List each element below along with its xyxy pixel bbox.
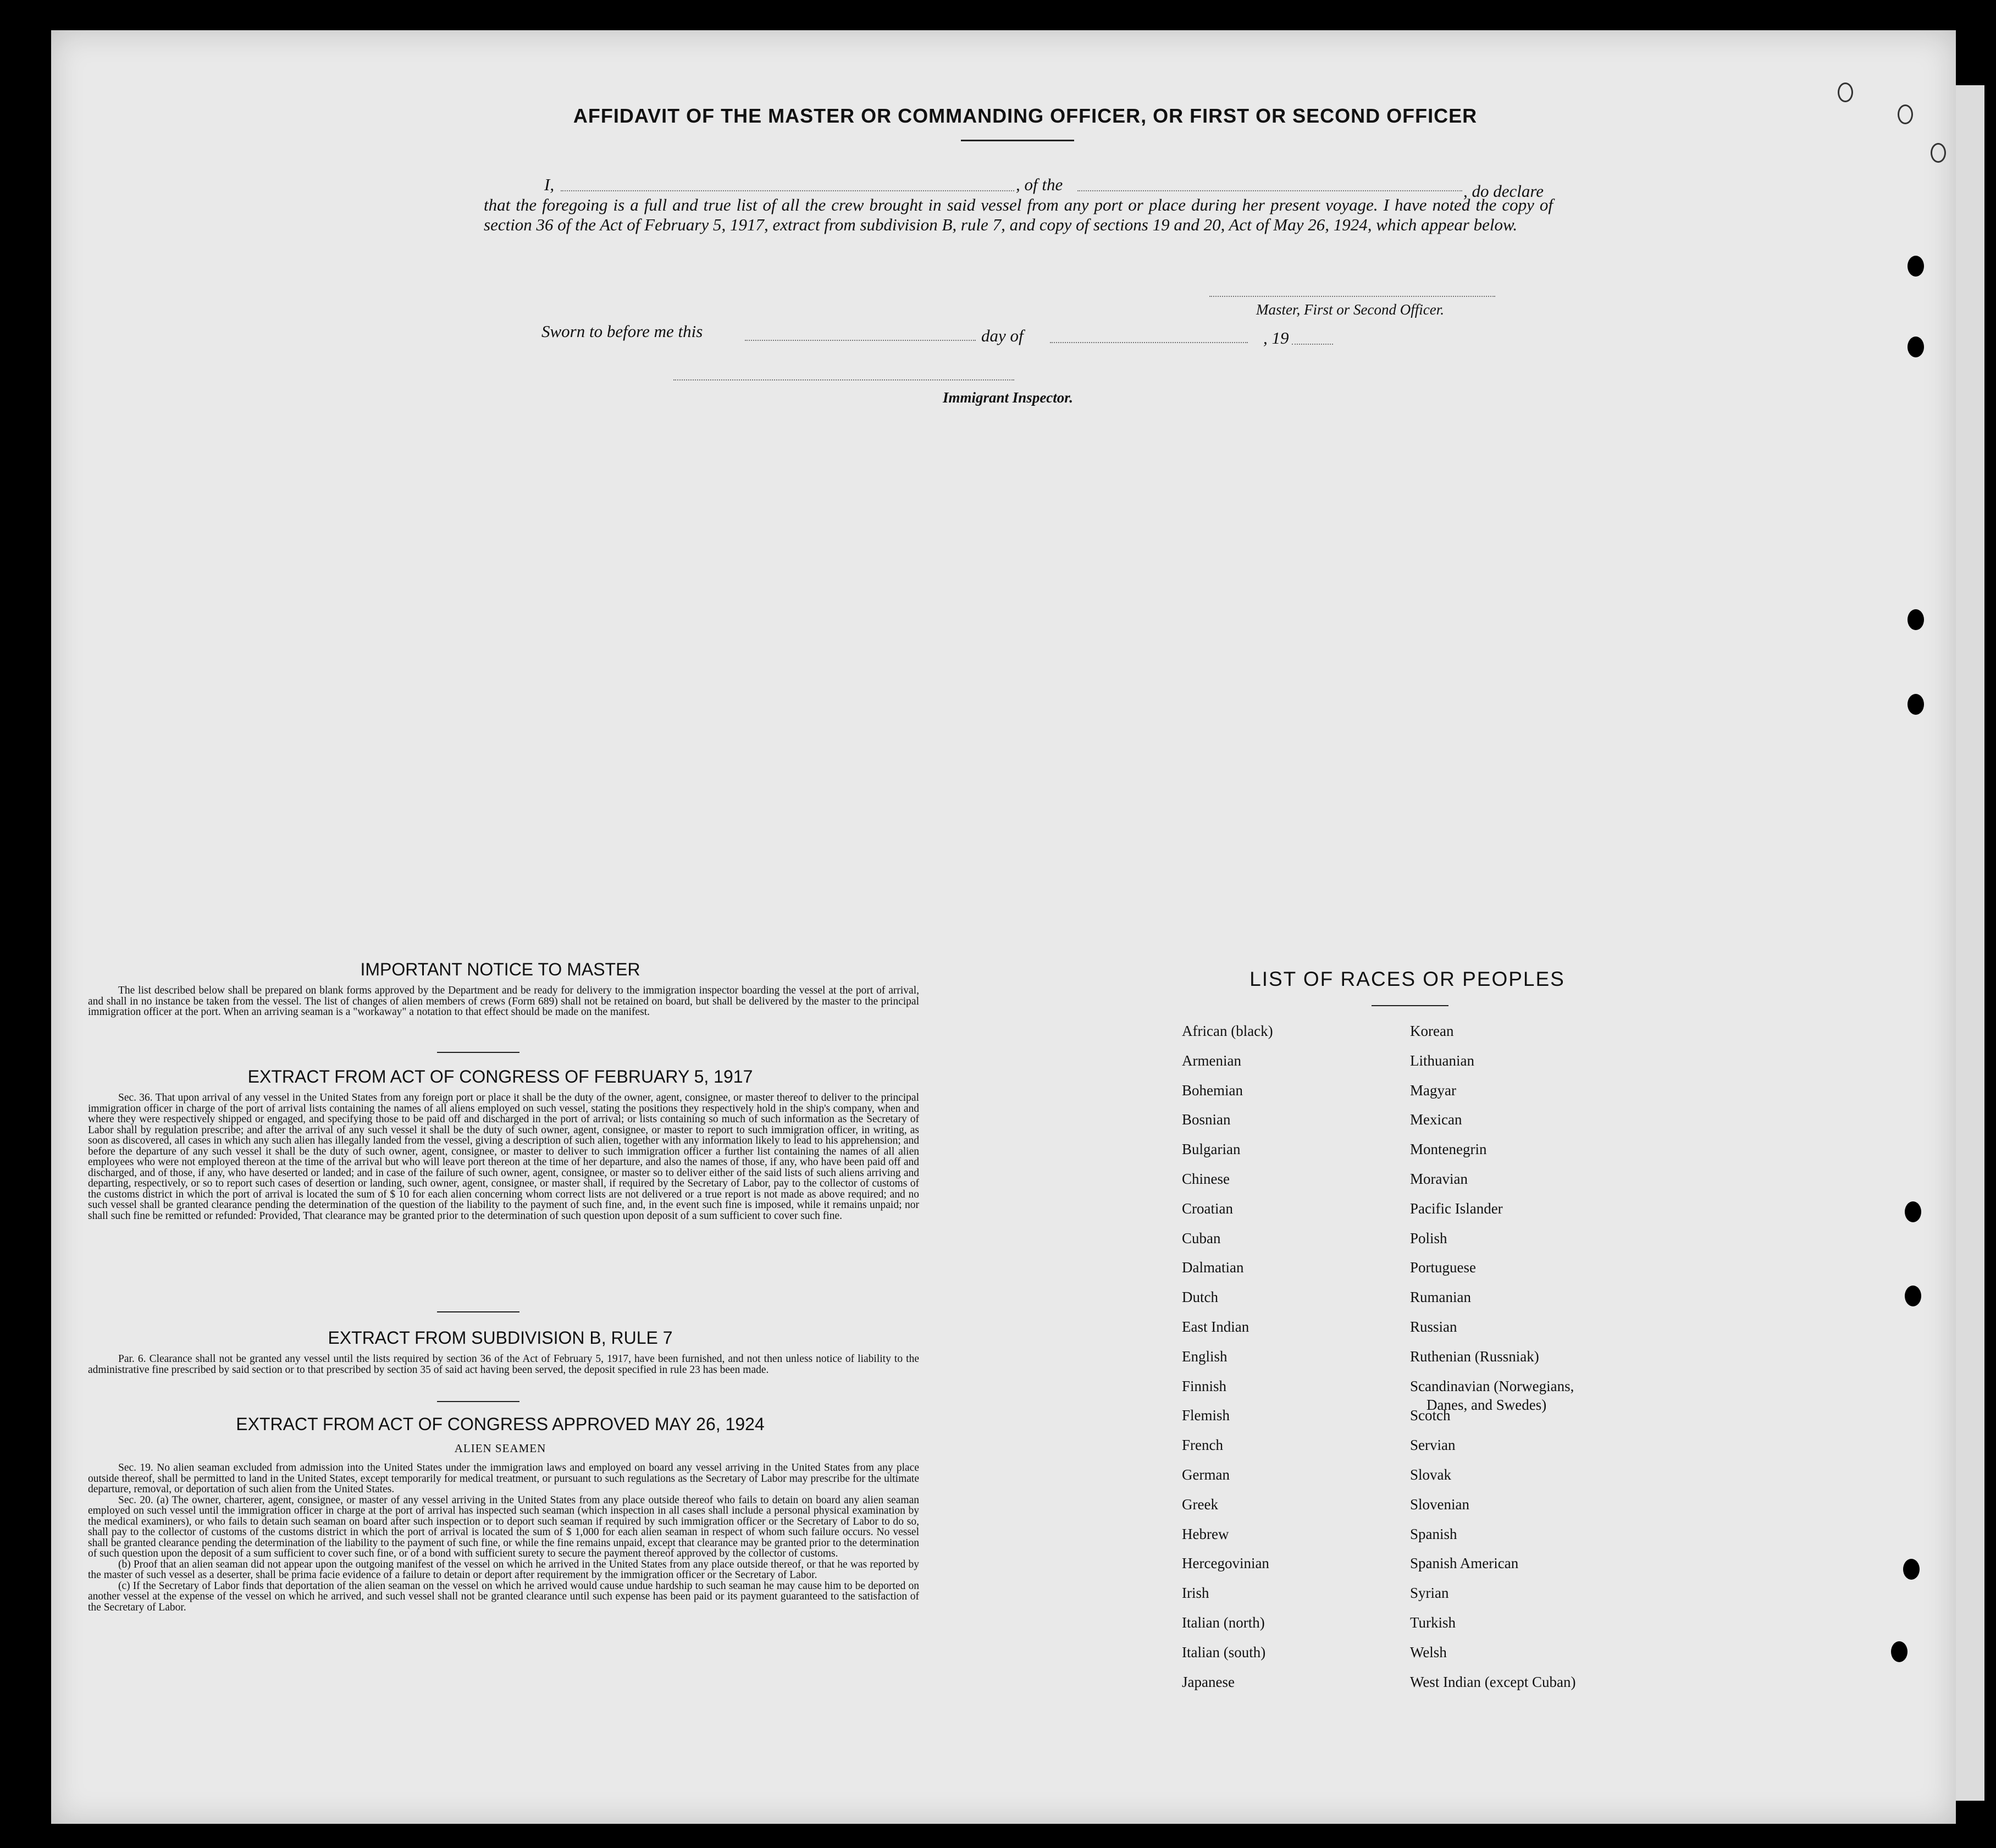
race-item: East Indian xyxy=(1182,1319,1249,1335)
race-item: West Indian (except Cuban) xyxy=(1410,1673,1576,1690)
day-of-label: day of xyxy=(981,326,1024,345)
race-item: Slovenian xyxy=(1410,1496,1469,1513)
title-divider xyxy=(961,140,1074,141)
race-item: Armenian xyxy=(1182,1052,1241,1069)
punch-hole xyxy=(1903,1559,1920,1580)
year-blank xyxy=(1292,344,1333,345)
act-1917-text: Sec. 36. That upon arrival of any vessel in the United States from any foreign port or place it shall be the duty of the owner, agent, consignee, or master thereof to deliver to the principal immigration officer in charge of the port of arrival lists containing the names of all aliens employed on such vessel, stating the positions they respectively hold in the ship's company, when and where they were respectively shipped or engaged, and specifying those to be paid off and discharged in the port of arrival; or lists containing so much of such information as the Secretary of Labor shall by regulation prescribe; and after the arrival of any such vessel it shall be the duty of such owner, agent, consignee, or master to report to such immigration officer, in writing, as soon as discovered, all cases in which any such alien has illegally landed from the vessel, giving a description of such alien, together with any information likely to lead to his apprehension; and before the departure of any such vessel it shall be the duty of such owner, agent, consignee, or master to deliver to such immigration officer a further list containing the names of all alien employees who were not employed thereon at the time of the arrival but who will leave port thereon at the time of her departure, and also the names of those, if any, who have been paid off and discharged, and of those, if any, who have deserted or landed; and in case of the failure of such owner, agent, consignee, or master so to deliver either of the said lists of such aliens arriving and departing, respectively, or so to report such cases of desertion or landing, such owner, agent, consignee, or master shall, if required by the Secretary of Labor, pay to the collector of customs of the customs district in which the port of arrival is located the sum of $ 10 for each alien concerning whom correct lists are not delivered or a true report is not made as above required; and no such vessel shall be granted clearance pending the determination of the question of the liability to the payment of such fine, and, in the event such fine is imposed, while it remains unpaid; nor shall such fine be remitted or refunded: Provided, That clearance may be granted prior to the determination of such question upon deposit of a sum sufficient to cover such fine. xyxy=(88,1092,919,1222)
month-blank xyxy=(1050,342,1248,343)
race-item: Polish xyxy=(1410,1229,1447,1246)
punch-hole xyxy=(1907,694,1924,715)
race-item: Lithuanian xyxy=(1410,1052,1474,1069)
race-item: Dutch xyxy=(1182,1289,1218,1306)
race-item: Portuguese xyxy=(1410,1259,1476,1276)
race-item: Japanese xyxy=(1182,1673,1235,1690)
master-signature-line xyxy=(1209,296,1495,297)
race-item: Turkish xyxy=(1410,1614,1456,1631)
punch-hole xyxy=(1907,256,1924,277)
race-item: Korean xyxy=(1410,1023,1454,1039)
race-item: Spanish xyxy=(1410,1525,1457,1542)
race-item: Greek xyxy=(1182,1496,1218,1513)
race-item: Spanish American xyxy=(1410,1555,1519,1572)
master-label: Master, First or Second Officer. xyxy=(1256,301,1444,318)
divider xyxy=(1372,1005,1448,1006)
page-edge xyxy=(1956,85,1984,1801)
act-1924-title: EXTRACT FROM ACT OF CONGRESS APPROVED MAY 26, 1924 xyxy=(236,1414,765,1434)
races-title: LIST OF RACES OR PEOPLES xyxy=(1249,968,1565,990)
punch-hole xyxy=(1905,1201,1921,1222)
race-item: Ruthenian (Russniak) xyxy=(1410,1348,1539,1365)
race-item: Syrian xyxy=(1410,1585,1449,1602)
divider xyxy=(437,1311,519,1312)
race-item: Pacific Islander xyxy=(1410,1200,1503,1217)
race-item: Italian (north) xyxy=(1182,1614,1265,1631)
name-blank xyxy=(561,190,1014,191)
year-prefix: , 19 xyxy=(1263,328,1289,347)
sworn-label: Sworn to before me this xyxy=(541,322,703,341)
race-item: German xyxy=(1182,1466,1230,1483)
race-item: Italian (south) xyxy=(1182,1643,1266,1661)
race-item: Dalmatian xyxy=(1182,1259,1244,1276)
punch-hole xyxy=(1891,1641,1907,1662)
race-item: Welsh xyxy=(1410,1643,1447,1661)
alien-seamen-subtitle: ALIEN SEAMEN xyxy=(454,1442,546,1455)
race-item: Scandinavian (Norwegians, xyxy=(1410,1377,1574,1394)
punch-hole xyxy=(1905,1286,1921,1306)
race-item-continuation: Danes, and Swedes) xyxy=(1426,1397,1547,1413)
race-item: Cuban xyxy=(1182,1229,1221,1246)
inspector-label: Immigrant Inspector. xyxy=(943,389,1074,406)
race-item: Chinese xyxy=(1182,1171,1230,1187)
day-blank xyxy=(745,340,976,341)
vessel-blank xyxy=(1077,190,1462,191)
punch-hole xyxy=(1907,336,1924,357)
race-item: Montenegrin xyxy=(1410,1141,1487,1158)
divider xyxy=(437,1401,519,1402)
rule-7-text: Par. 6. Clearance shall not be granted any vessel until the lists required by section 36 of the Act of February 5, 1917, have been furnished, and not then unless notice of liability to the administrative fine prescribed by said section or to that prescribed by section 35 of said act having been served, the deposit specified in rule 23 has been made. xyxy=(88,1353,919,1376)
affidavit-i: I, xyxy=(544,175,555,194)
race-item: Scotch xyxy=(1410,1407,1451,1424)
affidavit-body: that the foregoing is a full and true list of all the crew brought in said vessel from any port or place during her present voyage. I have noted the copy of section 36 of the Act of February 5, 1917, extract from subdivision B, rule 7, and copy of sections 19 and 20, Act of May 26, 1924, which appear below. xyxy=(484,195,1553,234)
race-item: Servian xyxy=(1410,1437,1456,1454)
notice-text: The list described below shall be prepared on blank forms approved by the Department and be ready for delivery to the immigration inspector boarding the vessel at the port of arrival, and shall in no instance be taken from the vessel. The list of changes of alien members of crews (Form 689) shall not be retained on board, but shall be delivered by the master to the principal immigration officer at the port. When an arriving seaman is a "workaway" a notation to that effect should be made on the manifest. xyxy=(88,985,919,1018)
race-item: Finnish xyxy=(1182,1377,1227,1394)
punch-hole xyxy=(1838,82,1853,102)
affidavit-of-the: , of the xyxy=(1016,175,1063,194)
act-1917-title: EXTRACT FROM ACT OF CONGRESS OF FEBRUARY 5, 1917 xyxy=(247,1067,753,1086)
race-item: African (black) xyxy=(1182,1023,1273,1039)
act-1924-text: Sec. 19. No alien seaman excluded from admission into the United States under the immigration laws and employed on board any vessel arriving in the United States from any place outside thereof, shall be permitted to land in the United States, except temporarily for medical treatment, or pursuant to such regulations as the Secretary of Labor may prescribe for the ultimate departure, removal, or deportation of such alien from the United States. Sec. 20. (a) The owner, charterer, agent, consignee, or master of any vessel arriving in the United States from any place outside thereof who fails to detain on board any alien seaman employed on such vessel until the immigration officer in charge at the port of arrival has inspected such seaman (which inspection in all cases shall include a personal physical examination by the medical examiners), or who fails to detain such seaman on board after such inspection or to deport such seaman if required by such immigration officer or the Secretary of Labor to do so, shall pay to the collector of customs of the customs district in which the port of arrival is located the sum of $ 1,000 for each alien seaman in respect of whom such failure occurs. No vessel shall be granted clearance pending the determination of the liability to the payment of such fine, or while the fine remains unpaid, except that clearance may be granted prior to the determination of such question upon the deposit of a sum sufficient to cover such fine, or of a bond with sufficient surety to secure the payment thereof approved by the collector of customs. (b) Proof that an alien seaman did not appear upon the outgoing manifest of the vessel on which he arrived in the United States from any place outside thereof, or that he was reported by the master of such vessel as a deserter, shall be prima facie evidence of a failure to detain or deport after requirement by the immigration officer or the Secretary of Labor. (c) If the Secretary of Labor finds that deportation of the alien seaman on the vessel on which he arrived would cause undue hardship to such seaman he may cause him to be deported on another vessel at the expense of the vessel on which he arrived, and such vessel shall not be granted clearance until such expense has been paid or its payment guaranteed to the satisfaction of the Secretary of Labor. xyxy=(88,1462,919,1613)
race-item: Russian xyxy=(1410,1319,1457,1335)
race-item: Flemish xyxy=(1182,1407,1230,1424)
race-item: Bosnian xyxy=(1182,1111,1231,1128)
punch-hole xyxy=(1898,104,1913,124)
race-item: Hercegovinian xyxy=(1182,1555,1269,1572)
race-item: Slovak xyxy=(1410,1466,1452,1483)
race-item: English xyxy=(1182,1348,1228,1365)
race-item: Rumanian xyxy=(1410,1289,1471,1306)
race-item: Croatian xyxy=(1182,1200,1233,1217)
inspector-signature-line xyxy=(673,379,1014,380)
race-item: Bohemian xyxy=(1182,1082,1243,1099)
race-item: French xyxy=(1182,1437,1223,1454)
notice-title: IMPORTANT NOTICE TO MASTER xyxy=(360,959,640,979)
rule-7-title: EXTRACT FROM SUBDIVISION B, RULE 7 xyxy=(328,1328,673,1348)
race-item: Moravian xyxy=(1410,1171,1468,1187)
race-item: Mexican xyxy=(1410,1111,1462,1128)
race-item: Bulgarian xyxy=(1182,1141,1241,1158)
affidavit-declare: , do declare xyxy=(1463,181,1544,201)
punch-hole xyxy=(1931,143,1946,163)
affidavit-title: AFFIDAVIT OF THE MASTER OR COMMANDING OFFICER, OR FIRST OR SECOND OFFICER xyxy=(573,104,1478,127)
race-item: Irish xyxy=(1182,1585,1209,1602)
divider xyxy=(437,1052,519,1053)
race-item: Magyar xyxy=(1410,1082,1456,1099)
punch-hole xyxy=(1907,609,1924,630)
race-item: Hebrew xyxy=(1182,1525,1229,1542)
